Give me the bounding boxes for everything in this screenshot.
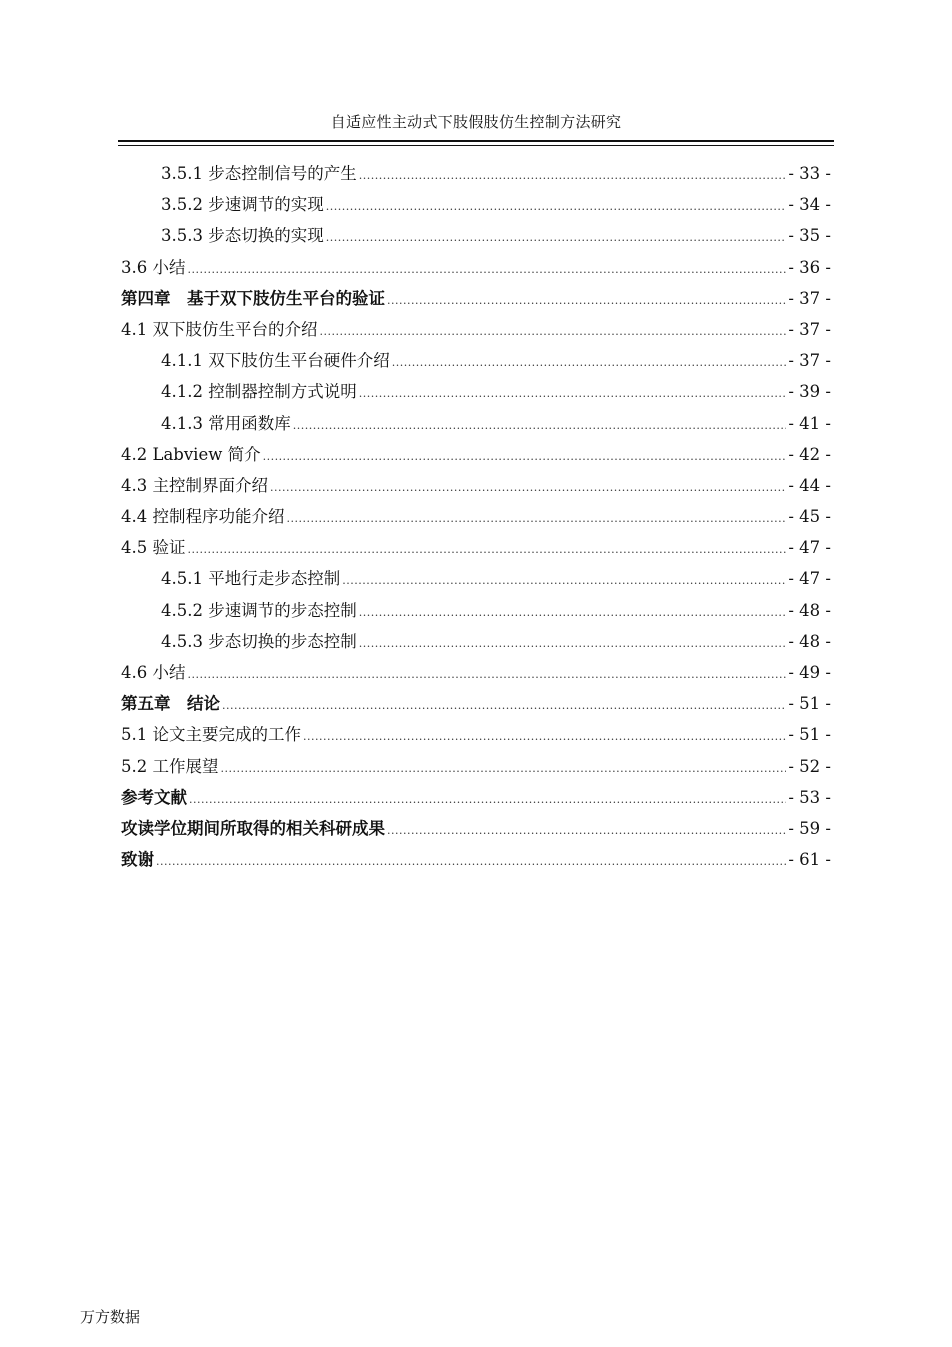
toc-entry-title: 4.4 控制程序功能介绍 xyxy=(121,507,285,527)
toc-entry[interactable] xyxy=(121,813,831,844)
toc-entry-title: 3.5.1 步态控制信号的产生 xyxy=(161,164,357,183)
toc-entry-page: - 61 - xyxy=(788,850,831,870)
toc-entry-page: - 36 - xyxy=(788,257,831,277)
toc-entry[interactable] xyxy=(121,376,831,407)
toc-entry-page: - 34 - xyxy=(788,195,831,215)
toc-leader-dots xyxy=(222,690,786,721)
toc-entry-page: - 47 - xyxy=(788,538,831,558)
toc-leader-dots xyxy=(293,410,787,441)
toc-entry-page: - 44 - xyxy=(788,475,831,495)
toc-entry-page: - 37 - xyxy=(788,351,831,371)
toc-entry-page: - 35 - xyxy=(788,226,831,246)
toc-entry-page: - 37 - xyxy=(788,319,831,339)
toc-entry-title: 第五章 结论 xyxy=(121,694,220,714)
toc-entry-title: 4.1.1 双下肢仿生平台硬件介绍 xyxy=(161,351,390,371)
toc-entry-page: - 51 - xyxy=(788,694,831,714)
toc-leader-dots xyxy=(326,222,787,253)
toc-entry-page: - 48 - xyxy=(788,631,831,651)
toc-entry-title: 4.5.3 步态切换的步态控制 xyxy=(161,631,357,651)
toc-entry[interactable] xyxy=(121,439,831,470)
toc-entry-title: 4.5 验证 xyxy=(121,538,186,558)
toc-leader-dots xyxy=(387,815,786,846)
toc-entry-page: - 49 - xyxy=(788,663,831,682)
toc-entry-page: - 42 - xyxy=(788,444,831,464)
toc-leader-dots xyxy=(270,472,786,503)
toc-entry-title: 攻读学位期间所取得的相关科研成果 xyxy=(121,818,385,838)
toc-entry-title: 4.6 小结 xyxy=(121,663,186,682)
toc-entry[interactable] xyxy=(121,626,831,657)
running-header: 自适应性主动式下肢假肢仿生控制方法研究 xyxy=(330,113,622,131)
toc-entry-page: - 52 - xyxy=(788,756,831,776)
toc-entry-title: 5.1 论文主要完成的工作 xyxy=(121,725,301,745)
toc-entry-title: 致谢 xyxy=(121,850,154,870)
toc-entry-title: 4.2 Labview 简介 xyxy=(121,444,261,464)
toc-entry-title: 4.5.1 平地行走步态控制 xyxy=(161,569,341,589)
toc-leader-dots xyxy=(359,378,787,409)
toc-entry-title: 第四章 基于双下肢仿生平台的验证 xyxy=(121,288,385,308)
toc-leader-dots xyxy=(303,721,786,752)
toc-entry[interactable] xyxy=(121,688,831,719)
toc-leader-dots xyxy=(263,441,787,472)
toc-leader-dots xyxy=(392,347,787,378)
toc-entry[interactable] xyxy=(121,563,831,594)
toc-entry-page: - 53 - xyxy=(788,787,831,807)
toc-entry[interactable] xyxy=(121,719,831,750)
toc-entry[interactable] xyxy=(121,314,831,345)
toc-entry[interactable] xyxy=(121,657,831,688)
toc-entry-title: 3.5.3 步态切换的实现 xyxy=(161,226,324,246)
toc-entry-title: 3.6 小结 xyxy=(121,257,186,277)
toc-entry-page: - 47 - xyxy=(788,569,831,589)
toc-leader-dots xyxy=(320,316,787,347)
toc-entry[interactable] xyxy=(121,751,831,782)
toc-entry[interactable] xyxy=(121,782,831,813)
toc-leader-dots xyxy=(342,565,786,596)
toc-entry[interactable] xyxy=(121,532,831,563)
toc-entry-title: 3.5.2 步速调节的实现 xyxy=(161,195,324,215)
toc-leader-dots xyxy=(188,659,787,690)
toc-entry[interactable] xyxy=(121,595,831,626)
toc-entry-page: - 41 - xyxy=(788,413,831,433)
toc-entry[interactable] xyxy=(121,470,831,501)
toc-entry[interactable] xyxy=(121,158,831,189)
toc-entry-page: - 48 - xyxy=(788,600,831,620)
toc-leader-dots xyxy=(359,160,787,191)
toc-entry[interactable] xyxy=(121,501,831,532)
toc-entry-title: 5.2 工作展望 xyxy=(121,756,219,776)
toc-entry-page: - 45 - xyxy=(788,507,831,527)
toc-entry[interactable] xyxy=(121,220,831,251)
toc-entry-title: 参考文献 xyxy=(121,787,187,807)
toc-leader-dots xyxy=(221,753,787,784)
toc-entry[interactable] xyxy=(121,408,831,439)
toc-entry[interactable] xyxy=(121,189,831,220)
toc-entry-title: 4.5.2 步速调节的步态控制 xyxy=(161,600,357,620)
toc-entry-page: - 39 - xyxy=(788,382,831,402)
toc-entry-page: - 51 - xyxy=(788,725,831,745)
toc-leader-dots xyxy=(287,503,787,534)
toc-entry-page: - 37 - xyxy=(788,288,831,308)
toc-leader-dots xyxy=(189,784,786,815)
toc-leader-dots xyxy=(156,846,786,877)
toc-entry[interactable] xyxy=(121,844,831,875)
toc-entry-page: - 33 - xyxy=(788,164,831,183)
toc-entry[interactable] xyxy=(121,252,831,283)
toc-leader-dots xyxy=(326,191,787,222)
header-rule-thick xyxy=(118,140,834,142)
toc-leader-dots xyxy=(188,534,787,565)
toc-leader-dots xyxy=(387,285,786,316)
toc-leader-dots xyxy=(359,628,787,659)
toc-entry-title: 4.1.3 常用函数库 xyxy=(161,413,291,433)
toc-entry[interactable] xyxy=(121,283,831,314)
toc-leader-dots xyxy=(188,254,787,285)
toc-entry-page: - 59 - xyxy=(788,818,831,838)
toc-entry-title: 4.1.2 控制器控制方式说明 xyxy=(161,382,357,402)
header-rule-thin xyxy=(118,145,834,146)
table-of-contents xyxy=(121,158,831,875)
toc-entry[interactable] xyxy=(121,345,831,376)
toc-entry-title: 4.3 主控制界面介绍 xyxy=(121,475,268,495)
toc-entry-title: 4.1 双下肢仿生平台的介绍 xyxy=(121,319,318,339)
toc-leader-dots xyxy=(359,597,787,628)
watermark-text: 万方数据 xyxy=(80,1308,141,1326)
